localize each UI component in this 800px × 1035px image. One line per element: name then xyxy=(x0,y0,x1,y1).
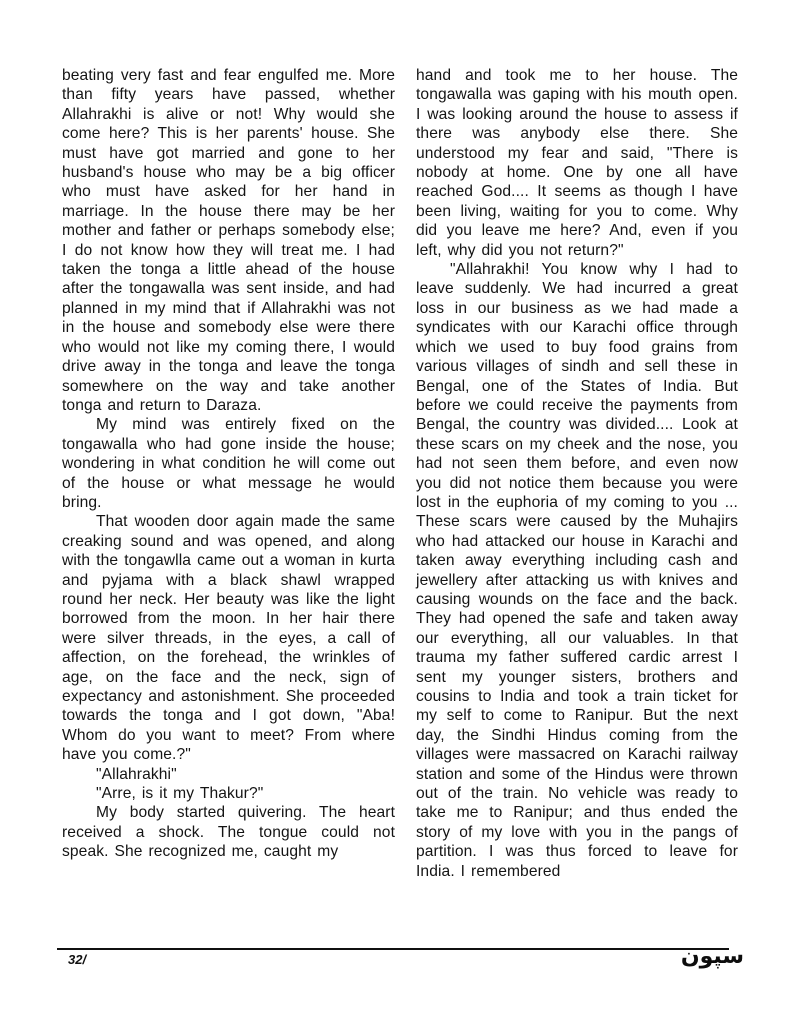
dialogue-line: "Allahrakhi" xyxy=(96,765,177,783)
paragraph: hand and took me to her house. The tongawalla was gaping with his mouth open. I was looking around the house to assess if there was anybody else there. She understood my fear and said, "There is nobody at home. One by one all have reached God.... It seems as though I have been living, waiting for you to come. Why did you leave me here? And, even if you left, why did you not return?" xyxy=(416,67,738,259)
paragraph: That wooden door again made the same creaking sound and was opened, and along with the tongawlla came out a woman in kurta and pyjama with a black shawl wrapped round her neck. Her beauty was like the light borrowed from the moon. In her hair there were silver threads, in the eyes, a call of affection, on the forehead, the wrinkles of age, on the face and the neck, sign of expectancy and astonishment. She proceeded towards the tonga and I got down, "Aba! Whom do you want to meet? From where have you come.?" xyxy=(62,513,395,764)
paragraph: My body started quivering. The heart received a shock. The tongue could not speak. She recognized me, caught my xyxy=(62,804,395,861)
text-column-right xyxy=(416,66,738,881)
paragraph: "Allahrakhi! You know why I had to leave suddenly. We had incurred a great loss in our business as we had made a syndicates with our Karachi office through which we used to buy food grains from various villages of sindh and sell these in Bengal, one of the States of India. But before we could receive the payments from Bengal, the country was divided.... Look at these scars on my cheek and the nose, you had not seen them before, and even now you did not notice them because you were lost in the euphoria of my coming to you ... These scars were caused by the Muhajirs who had attacked our house in Karachi and taken away everything including cash and jewellery after attacking us with knives and causing wounds on the face and the back. They had opened the safe and taken away our everything, all our valuables. In that trauma my father suffered cardic arrest I sent my younger sisters, brothers and cousins to India and took a train ticket for my self to come to Ranipur. But the next day, the Sindhi Hindus coming from the villages were massacred on Karachi railway station and some of the Hindus were thrown out of the train. No vehicle was ready to take me to Ranipur; and thus ended the story of my love with you in the pangs of partition. I was thus forced to leave for India. I remembered xyxy=(416,261,738,880)
page-number: 32/ xyxy=(68,952,87,967)
magazine-title: سپون xyxy=(680,944,744,969)
paragraph: beating very fast and fear engulfed me. More than fifty years have passed, whether Allahrakhi is alive or not! Why would she come here? This is her parents' house. She must have got married and gone to her husband's house who may be a big officer who must have asked for her hand in marriage. In the house there may be her mother and father or perhaps somebody else; I do not know how they will treat me. I had taken the tonga a little ahead of the house after the tongawalla was sent inside, and had planned in my mind that if Allahrakhi was not in the house and somebody else were there who would not like my coming there, I would drive away in the tonga and leave the tonga somewhere on the way and take another tonga and return to Daraza. xyxy=(62,67,395,414)
dialogue-line: "Arre, is it my Thakur?" xyxy=(96,785,264,803)
paragraph: My mind was entirely fixed on the tongawalla who had gone inside the house; wondering in what condition he will come out of the house or what message he would bring. xyxy=(62,416,395,511)
footer-divider xyxy=(57,948,729,950)
text-column-left xyxy=(62,66,395,862)
